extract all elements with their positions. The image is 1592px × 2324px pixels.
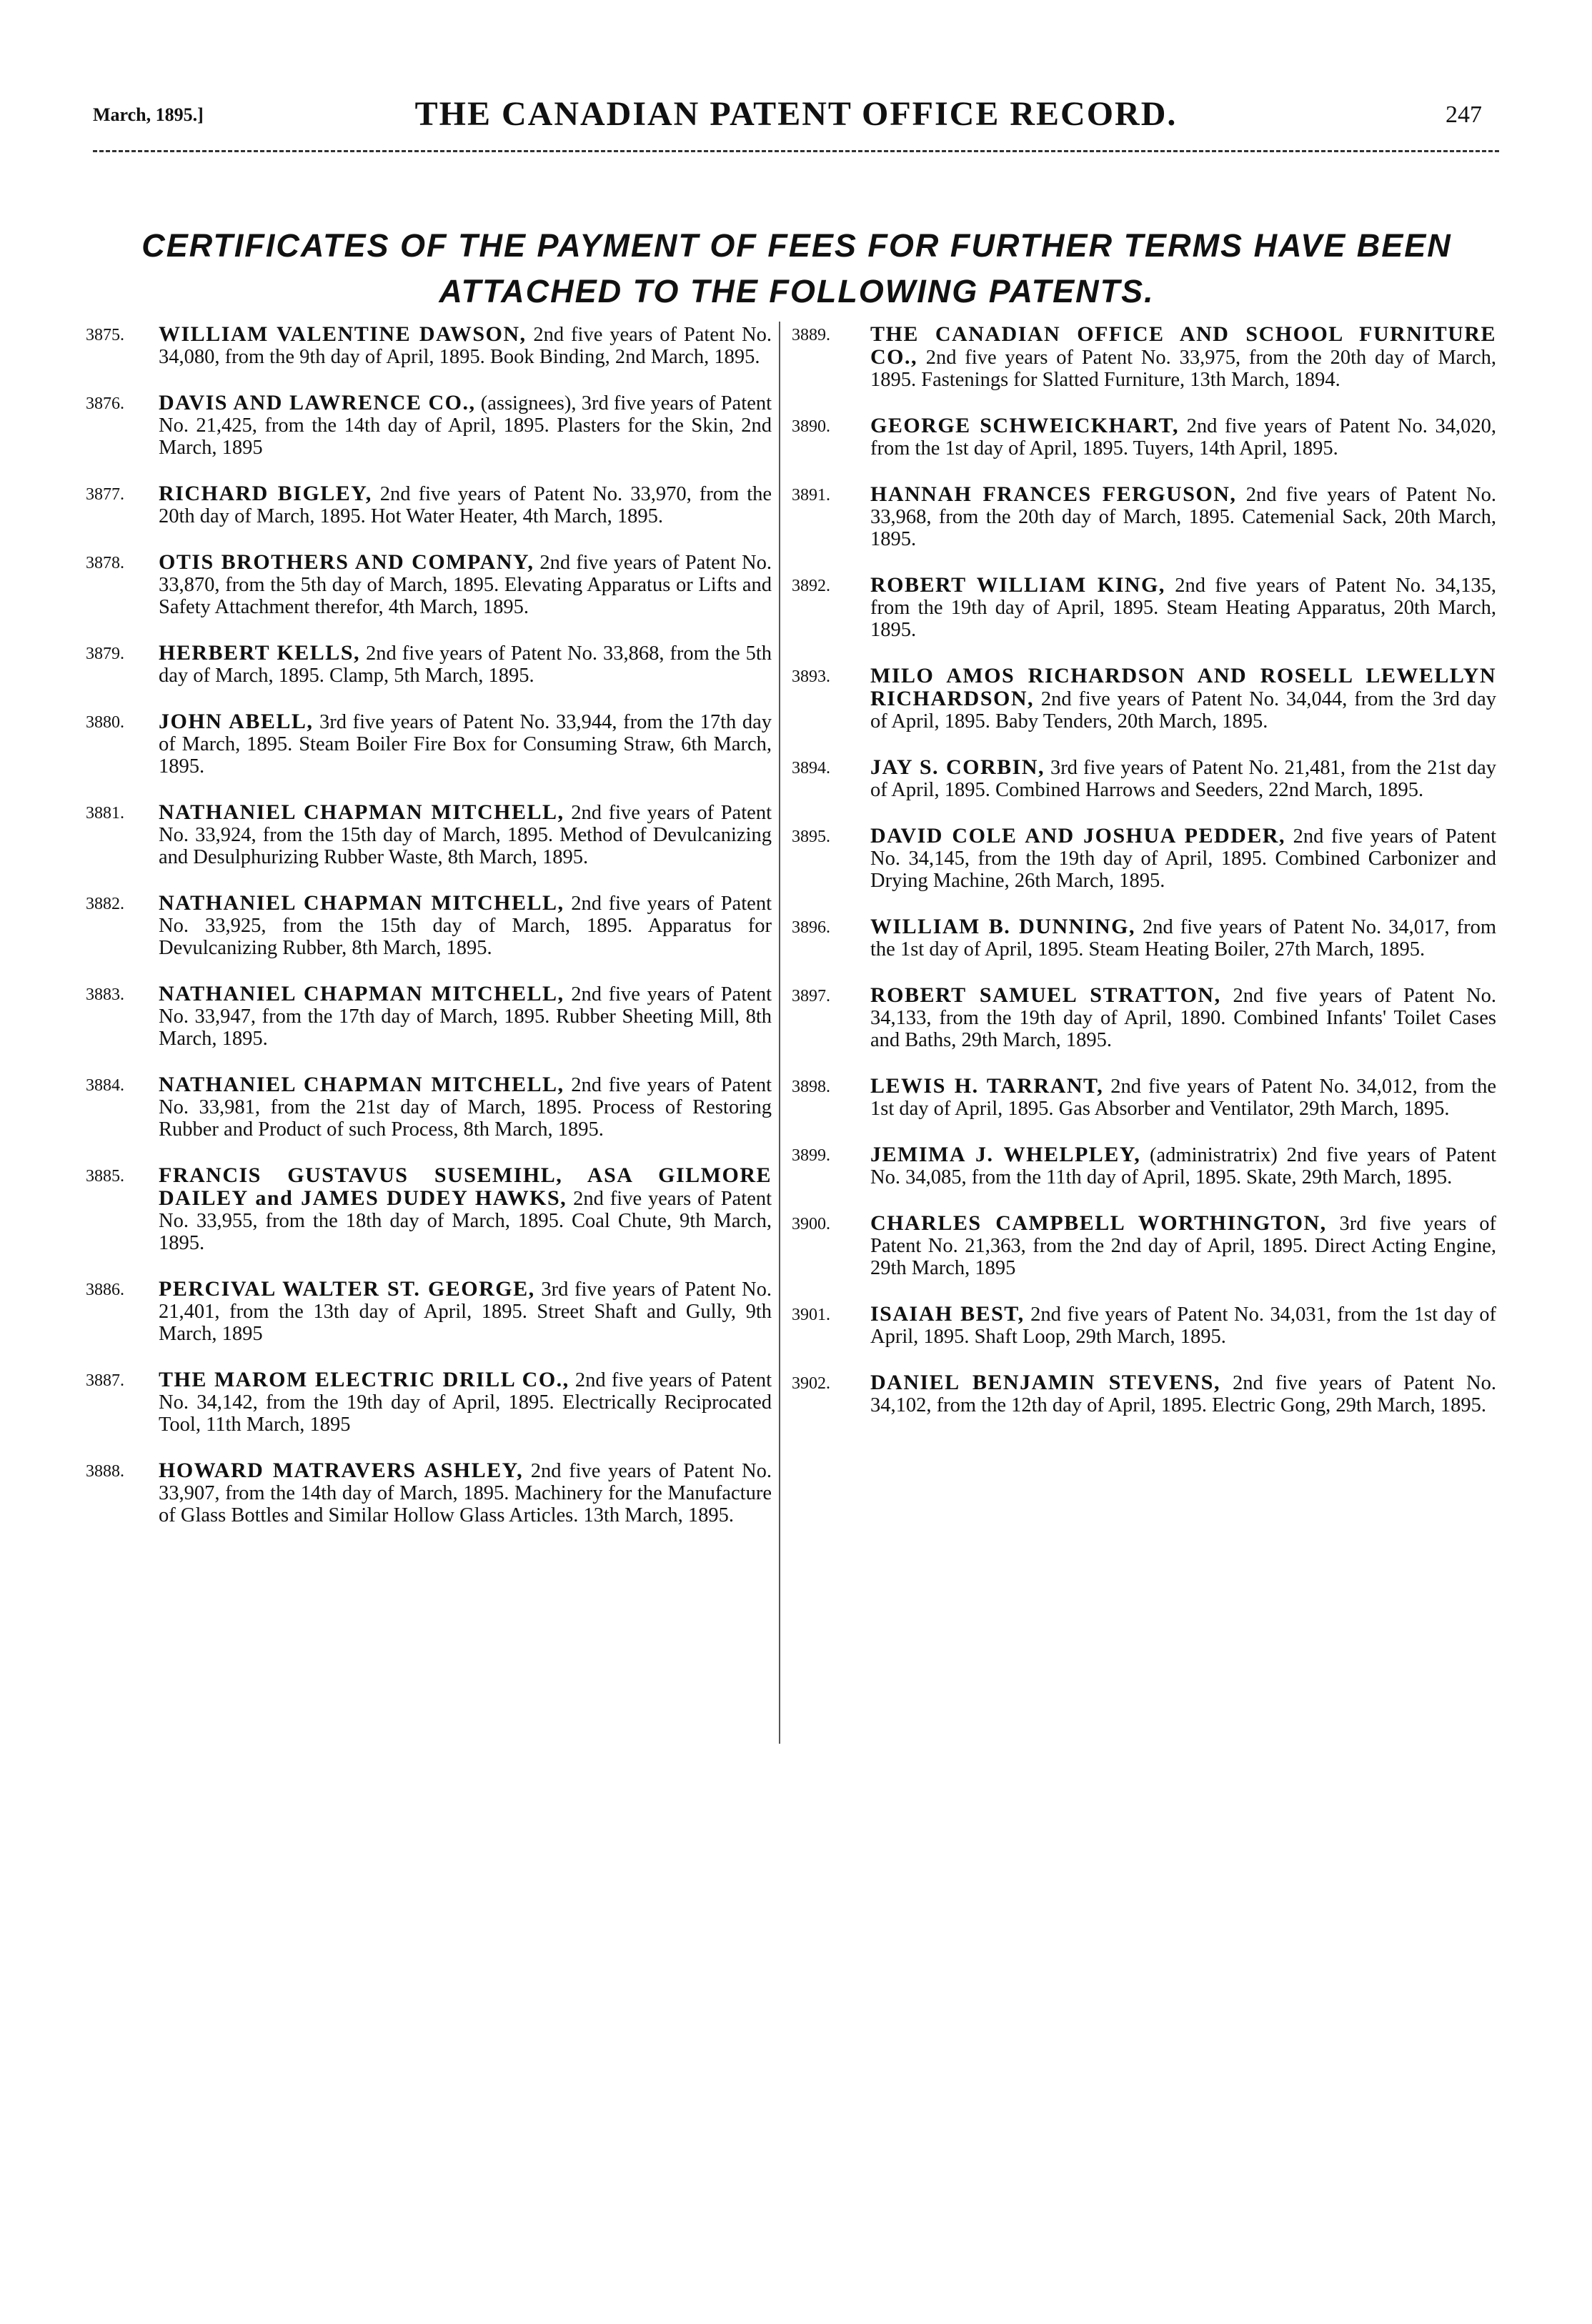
patentee-name: ISAIAH BEST, xyxy=(870,1302,1025,1326)
entry-number: 3881. xyxy=(86,804,124,823)
header-rule xyxy=(93,150,1499,152)
patent-entry xyxy=(86,642,772,687)
patent-entry xyxy=(792,1303,1496,1348)
patent-entry xyxy=(86,710,772,778)
entry-number: 3880. xyxy=(86,713,124,732)
patent-entry xyxy=(86,801,772,868)
patentee-name: CHARLES CAMPBELL WORTHINGTON, xyxy=(870,1211,1327,1235)
entry-number: 3901. xyxy=(792,1306,830,1324)
patent-entry xyxy=(86,392,772,459)
patent-entry xyxy=(86,1369,772,1436)
patent-entry xyxy=(792,414,1496,460)
entry-number: 3887. xyxy=(86,1371,124,1390)
patent-entry xyxy=(792,1371,1496,1416)
patentee-name: NATHANIEL CHAPMAN MITCHELL, xyxy=(159,800,564,824)
patent-entry xyxy=(86,1459,772,1526)
patent-entry xyxy=(86,983,772,1050)
entry-number: 3879. xyxy=(86,645,124,663)
patent-entry xyxy=(792,984,1496,1051)
entry-text: (administratrix) 2nd five years of Patent No. 34,085, from the 11th day of April, 1895. Skate, 29th March, 1895. xyxy=(870,1144,1497,1188)
patent-entry xyxy=(792,756,1496,801)
section-heading: CERTIFICATES OF THE PAYMENT OF FEES FOR FURTHER TERMS HAVE BEEN ATTACHED TO THE FOLLOWING PATENTS. xyxy=(141,227,1452,309)
patentee-name: NATHANIEL CHAPMAN MITCHELL, xyxy=(159,891,564,915)
page-number: 247 xyxy=(1446,101,1482,128)
entry-text: 2nd five years of Patent No. 33,868, from the 5th day of March, 1895. Clamp, 5th March, 1895. xyxy=(159,642,772,687)
entry-number: 3875. xyxy=(86,326,124,344)
patentee-name: HOWARD MATRAVERS ASHLEY, xyxy=(159,1459,524,1482)
patentee-name: OTIS BROTHERS AND COMPANY, xyxy=(159,550,534,574)
entry-number: 3885. xyxy=(86,1167,124,1186)
entry-text: 3rd five years of Patent No. 21,363, from the 2nd day of April, 1895. Direct Acting Engine, 29th March, 1895 xyxy=(870,1213,1497,1279)
patentee-name: DAVIS AND LAWRENCE CO., xyxy=(159,391,476,414)
patentee-name: THE CANADIAN OFFICE AND SCHOOL FURNITURE CO., xyxy=(870,322,1496,369)
patentee-name: DANIEL BENJAMIN STEVENS, xyxy=(870,1371,1220,1394)
patentee-name: HERBERT KELLS, xyxy=(159,641,361,665)
patent-entry xyxy=(86,1164,772,1254)
entry-number: 3900. xyxy=(792,1215,830,1233)
patentee-name: PERCIVAL WALTER ST. GEORGE, xyxy=(159,1277,535,1301)
entry-text: 2nd five years of Patent No. 34,142, from the 19th day of April, 1895. Electrically Reciprocated Tool, 11th March, 1895 xyxy=(159,1369,772,1436)
entry-number: 3891. xyxy=(792,486,830,505)
patent-entry xyxy=(792,825,1496,892)
entry-text: 3rd five years of Patent No. 21,481, from the 21st day of April, 1895. Combined Harrows and Seeders, 22nd March, 1895. xyxy=(870,757,1496,801)
entry-text: 2nd five years of Patent No. 34,135, from the 19th day of April, 1895. Steam Heating Apparatus, 20th March, 1895. xyxy=(870,575,1497,641)
entry-number: 3894. xyxy=(792,759,830,778)
entry-text: 2nd five years of Patent No. 34,031, from the 1st day of April, 1895. Shaft Loop, 29th March, 1895. xyxy=(870,1303,1497,1348)
patent-entry xyxy=(792,1212,1496,1279)
entry-number: 3883. xyxy=(86,985,124,1004)
patent-entry xyxy=(792,574,1496,641)
patentee-name: WILLIAM VALENTINE DAWSON, xyxy=(159,322,527,346)
entry-number: 3889. xyxy=(792,326,830,344)
right-column xyxy=(792,323,1496,1440)
entry-text: 2nd five years of Patent No. 33,955, from the 18th day of March, 1895. Coal Chute, 9th March, 1895. xyxy=(159,1188,772,1254)
entry-number: 3888. xyxy=(86,1462,124,1481)
entry-number: 3878. xyxy=(86,554,124,572)
patentee-name: JOHN ABELL, xyxy=(159,710,314,733)
entry-number: 3890. xyxy=(792,417,830,436)
entry-number: 3902. xyxy=(792,1374,830,1393)
entry-text: 2nd five years of Patent No. 34,145, from the 19th day of April, 1895. Combined Carbonizer and Drying Machine, 26th March, 1895. xyxy=(870,825,1497,892)
entry-number: 3895. xyxy=(792,828,830,846)
patent-entry xyxy=(792,483,1496,550)
entry-text: 2nd five years of Patent No. 33,907, from the 14th day of March, 1895. Machinery for the Manufacture of Glass Bottles and Similar Hollow Glass Articles. 13th March, 1895. xyxy=(159,1460,772,1526)
patent-entry xyxy=(86,1278,772,1345)
patentee-name: GEORGE SCHWEICKHART, xyxy=(870,414,1179,437)
patent-entry xyxy=(792,665,1496,733)
patentee-name: JEMIMA J. WHELPLEY, xyxy=(870,1143,1141,1166)
patentee-name: ROBERT SAMUEL STRATTON, xyxy=(870,983,1221,1007)
header-date: March, 1895.] xyxy=(93,104,204,125)
entry-text: 2nd five years of Patent No. 34,102, from the 12th day of April, 1895. Electric Gong, 29th March, 1895. xyxy=(870,1372,1496,1416)
entry-number: 3876. xyxy=(86,394,124,413)
patentee-name: DAVID COLE AND JOSHUA PEDDER, xyxy=(870,824,1285,848)
entry-text: 2nd five years of Patent No. 33,968, from the 20th day of March, 1895. Catemenial Sack, 20th March, 1895. xyxy=(870,484,1497,550)
entry-text: 2nd five years of Patent No. 33,970, from the 20th day of March, 1895. Hot Water Heater, 4th March, 1895. xyxy=(159,483,772,527)
entry-text: 2nd five years of Patent No. 34,012, from the 1st day of April, 1895. Gas Absorber and Ventilator, 29th March, 1895. xyxy=(870,1076,1496,1120)
entry-text: 2nd five years of Patent No. 33,981, from the 21st day of March, 1895. Process of Restoring Rubber and Product of such Process, 8th March, 1895. xyxy=(159,1074,772,1141)
entry-text: 2nd five years of Patent No. 34,080, from the 9th day of April, 1895. Book Binding, 2nd March, 1895. xyxy=(159,324,772,368)
entry-text: (assignees), 3rd five years of Patent No. 21,425, from the 14th day of April, 1895. Plasters for the Skin, 2nd March, 1895 xyxy=(159,392,772,459)
entry-number: 3898. xyxy=(792,1078,830,1096)
patentee-name: WILLIAM B. DUNNING, xyxy=(870,915,1135,938)
patent-entry xyxy=(792,323,1496,391)
entry-number: 3892. xyxy=(792,577,830,595)
entry-text: 2nd five years of Patent No. 34,044, from the 3rd day of April, 1895. Baby Tenders, 20th March, 1895. xyxy=(870,688,1497,733)
entry-text: 2nd five years of Patent No. 33,925, from the 15th day of March, 1895. Apparatus for Devulcanizing Rubber, 8th March, 1895. xyxy=(159,893,772,959)
entry-text: 2nd five years of Patent No. 34,020, from the 1st day of April, 1895. Tuyers, 14th April, 1895. xyxy=(870,415,1497,460)
patent-entry xyxy=(86,1073,772,1141)
patent-entry xyxy=(86,482,772,527)
patentee-name: THE MAROM ELECTRIC DRILL CO., xyxy=(159,1368,569,1391)
patent-entry xyxy=(86,551,772,618)
left-column xyxy=(86,323,772,1550)
patentee-name: NATHANIEL CHAPMAN MITCHELL, xyxy=(159,1073,564,1096)
patentee-name: LEWIS H. TARRANT, xyxy=(870,1074,1104,1098)
header-title: THE CANADIAN PATENT OFFICE RECORD. xyxy=(414,95,1178,133)
patentee-name: NATHANIEL CHAPMAN MITCHELL, xyxy=(159,982,564,1005)
patentee-name: MILO AMOS RICHARDSON AND ROSELL LEWELLYN RICHARDSON, xyxy=(870,664,1496,710)
entry-text: 2nd five years of Patent No. 33,975, from the 20th day of March, 1895. Fastenings for Slatted Furniture, 13th March, 1894. xyxy=(870,347,1497,391)
entry-number: 3884. xyxy=(86,1076,124,1095)
entry-text: 3rd five years of Patent No. 33,944, from the 17th day of March, 1895. Steam Boiler Fire Box for Consuming Straw, 6th March, 1895. xyxy=(159,711,772,778)
entry-text: 2nd five years of Patent No. 33,947, from the 17th day of March, 1895. Rubber Sheeting Mill, 8th March, 1895. xyxy=(159,983,772,1050)
column-divider xyxy=(779,322,780,1744)
patentee-name: RICHARD BIGLEY, xyxy=(159,482,372,505)
patent-entry xyxy=(86,892,772,959)
patentee-name: ROBERT WILLIAM KING, xyxy=(870,573,1165,597)
patent-entry xyxy=(792,1143,1496,1188)
patent-entry xyxy=(86,323,772,368)
entry-number: 3893. xyxy=(792,667,830,686)
entry-text: 3rd five years of Patent No. 21,401, from the 13th day of April, 1895. Street Shaft and Gully, 9th March, 1895 xyxy=(159,1278,772,1345)
entry-number: 3899. xyxy=(792,1146,830,1165)
patentee-name: FRANCIS GUSTAVUS SUSEMIHL, ASA GILMORE DAILEY and JAMES DUDEY HAWKS, xyxy=(159,1163,772,1210)
entry-text: 2nd five years of Patent No. 33,924, from the 15th day of March, 1895. Method of Devulcanizing and Desulphurizing Rubber Waste, 8th March, 1895. xyxy=(159,802,772,868)
entry-text: 2nd five years of Patent No. 34,017, from the 1st day of April, 1895. Steam Heating Boiler, 27th March, 1895. xyxy=(870,916,1497,960)
entry-text: 2nd five years of Patent No. 34,133, from the 19th day of April, 1890. Combined Infants' Toilet Cases and Baths, 29th March, 1895. xyxy=(870,985,1497,1051)
patent-entry xyxy=(792,1075,1496,1120)
patentee-name: JAY S. CORBIN, xyxy=(870,755,1045,779)
patent-entry xyxy=(792,915,1496,960)
page-header xyxy=(93,94,1499,144)
entry-number: 3897. xyxy=(792,987,830,1005)
entry-text: 2nd five years of Patent No. 33,870, from the 5th day of March, 1895. Elevating Apparatus or Lifts and Safety Attachment therefor, 4th March, 1895. xyxy=(159,552,772,618)
entry-number: 3882. xyxy=(86,895,124,913)
entry-number: 3886. xyxy=(86,1281,124,1299)
entry-number: 3896. xyxy=(792,918,830,937)
patentee-name: HANNAH FRANCES FERGUSON, xyxy=(870,482,1237,506)
entry-number: 3877. xyxy=(86,485,124,504)
